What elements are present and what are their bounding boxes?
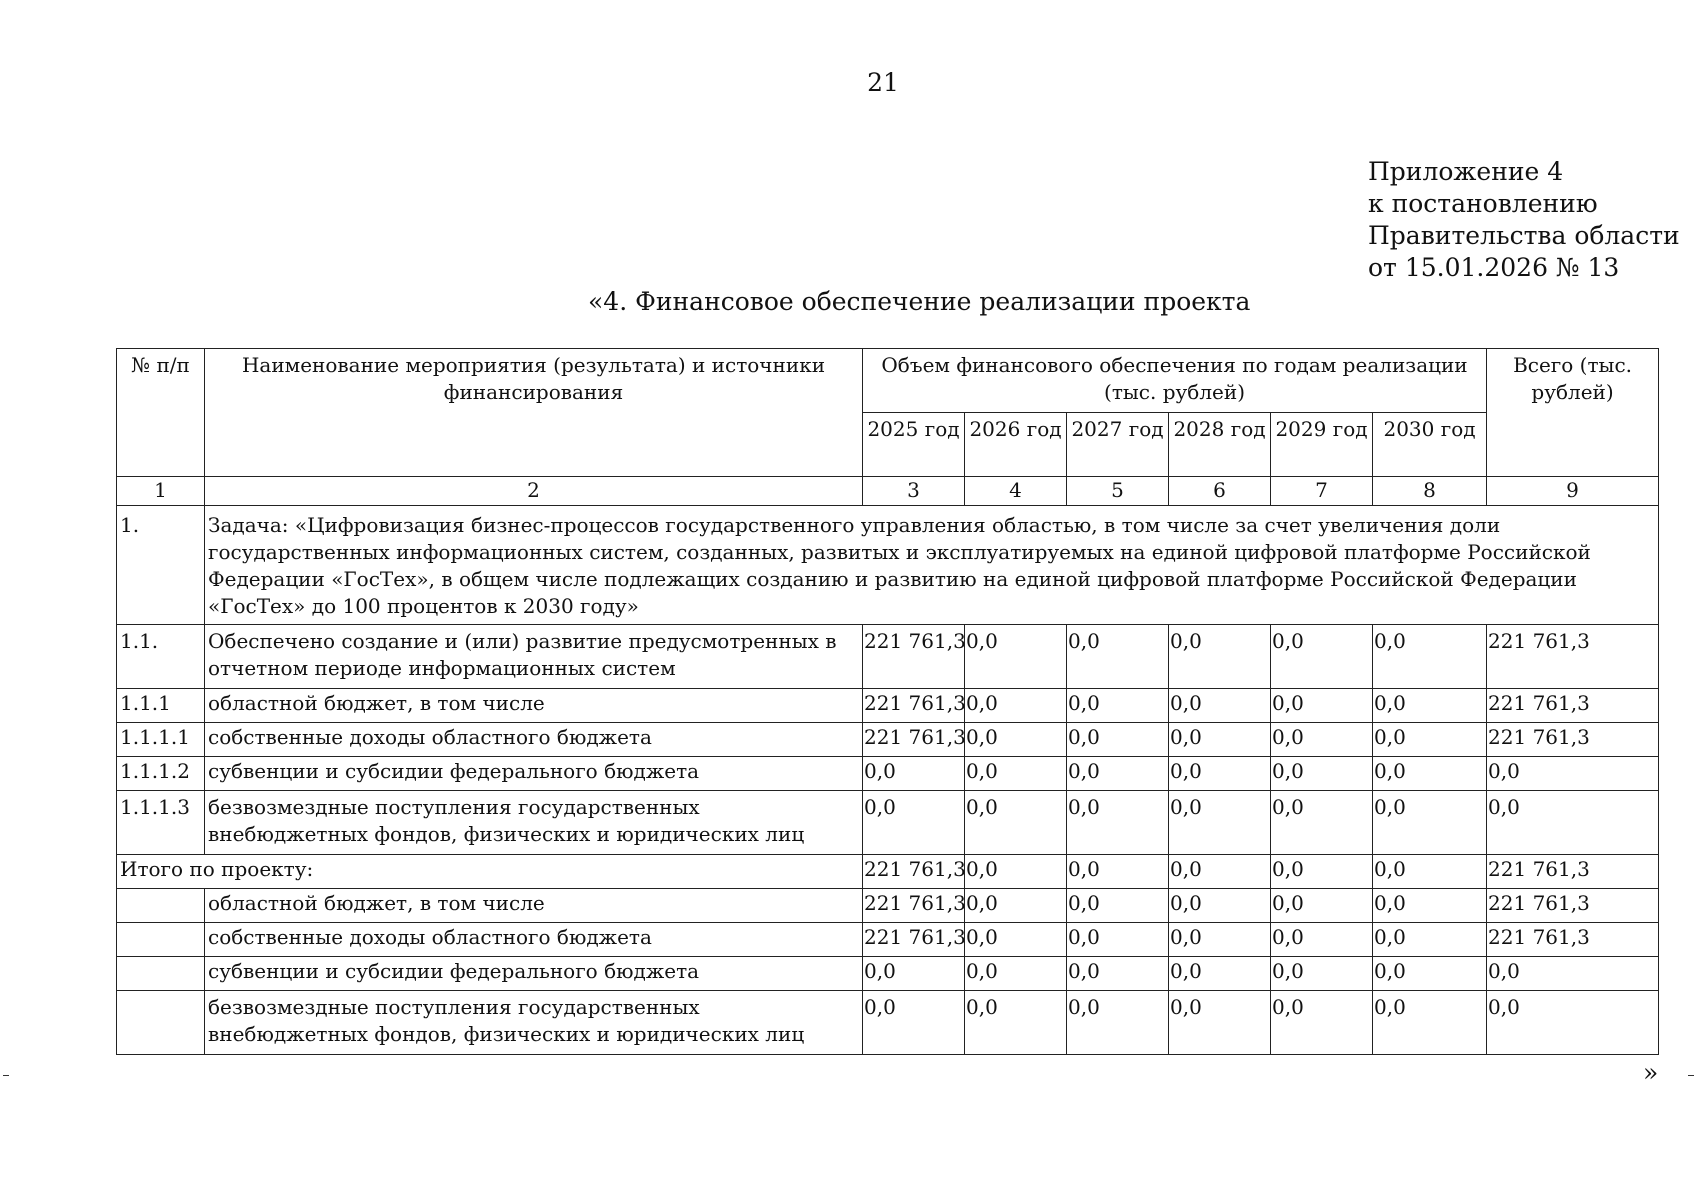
row-num bbox=[117, 991, 205, 1055]
header-name: Наименование мероприятия (результата) и источники финансирования bbox=[205, 349, 863, 477]
row-num: 1.1.1.1 bbox=[117, 723, 205, 757]
header-year: 2028 год bbox=[1169, 413, 1271, 477]
column-index: 3 bbox=[863, 477, 965, 506]
row-value: 0,0 bbox=[1271, 923, 1373, 957]
row-name: собственные доходы областного бюджета bbox=[205, 723, 863, 757]
row-value: 0,0 bbox=[1067, 923, 1169, 957]
task-text: Задача: «Цифровизация бизнес-процессов государственного управления областью, в том числе за счет увеличения доли государственных информационных систем, созданных, развитых и эксплуатируемых на единой цифровой платформе Российской Федерации «ГосТех», в общем числе подлежащих созданию и развитию на единой цифровой платформе Российской Федерации «ГосТех» до 100 процентов к 2030 году» bbox=[205, 506, 1659, 625]
row-total: 221 761,3 bbox=[1487, 889, 1659, 923]
row-value: 0,0 bbox=[1169, 723, 1271, 757]
row-value: 0,0 bbox=[965, 757, 1067, 791]
row-num bbox=[117, 957, 205, 991]
row-value: 0,0 bbox=[1373, 625, 1487, 689]
row-num: 1.1. bbox=[117, 625, 205, 689]
header-total: Всего (тыс. рублей) bbox=[1487, 349, 1659, 477]
row-value: 0,0 bbox=[1271, 723, 1373, 757]
total-label: Итого по проекту: bbox=[117, 855, 863, 889]
header-year: 2025 год bbox=[863, 413, 965, 477]
row-value: 0,0 bbox=[1169, 791, 1271, 855]
row-value: 0,0 bbox=[1169, 923, 1271, 957]
table-row bbox=[117, 991, 1659, 1055]
header-year: 2030 год bbox=[1373, 413, 1487, 477]
row-value: 221 761,3 bbox=[863, 625, 965, 689]
column-index: 7 bbox=[1271, 477, 1373, 506]
row-value: 0,0 bbox=[1067, 991, 1169, 1055]
row-value: 221 761,3 bbox=[863, 923, 965, 957]
row-total: 0,0 bbox=[1487, 957, 1659, 991]
document-title: «4. Финансовое обеспечение реализации проекта bbox=[588, 287, 1251, 316]
column-index: 4 bbox=[965, 477, 1067, 506]
column-index: 5 bbox=[1067, 477, 1169, 506]
total-value: 0,0 bbox=[1271, 855, 1373, 889]
row-value: 0,0 bbox=[1067, 957, 1169, 991]
row-value: 0,0 bbox=[1169, 625, 1271, 689]
row-value: 0,0 bbox=[1271, 957, 1373, 991]
table-row bbox=[117, 957, 1659, 991]
row-value: 221 761,3 bbox=[863, 889, 965, 923]
annex-line: Правительства области bbox=[1368, 221, 1680, 250]
task-row bbox=[117, 506, 1659, 625]
header-year: 2026 год bbox=[965, 413, 1067, 477]
annex-line: к постановлению bbox=[1368, 189, 1598, 218]
row-value: 0,0 bbox=[965, 723, 1067, 757]
column-index: 8 bbox=[1373, 477, 1487, 506]
column-index-row bbox=[117, 477, 1659, 506]
row-value: 0,0 bbox=[1373, 923, 1487, 957]
row-value: 0,0 bbox=[1067, 757, 1169, 791]
header-volume: Объем финансового обеспечения по годам реализации (тыс. рублей) bbox=[863, 349, 1487, 413]
row-value: 0,0 bbox=[1169, 957, 1271, 991]
row-value: 0,0 bbox=[1271, 889, 1373, 923]
row-value: 0,0 bbox=[1373, 757, 1487, 791]
total-value: 0,0 bbox=[965, 855, 1067, 889]
row-value: 0,0 bbox=[1373, 957, 1487, 991]
row-value: 0,0 bbox=[1067, 791, 1169, 855]
row-value: 0,0 bbox=[1373, 791, 1487, 855]
annex-line: от 15.01.2026 № 13 bbox=[1368, 253, 1620, 282]
row-total: 0,0 bbox=[1487, 757, 1659, 791]
row-value: 0,0 bbox=[965, 689, 1067, 723]
row-num: 1.1.1 bbox=[117, 689, 205, 723]
row-value: 0,0 bbox=[965, 957, 1067, 991]
table-row bbox=[117, 625, 1659, 689]
page-number: 21 bbox=[867, 68, 899, 97]
header-year: 2029 год bbox=[1271, 413, 1373, 477]
row-name: безвозмездные поступления государственных внебюджетных фондов, физических и юридических лиц bbox=[205, 791, 863, 855]
row-value: 0,0 bbox=[1169, 757, 1271, 791]
row-value: 0,0 bbox=[1067, 689, 1169, 723]
row-value: 0,0 bbox=[863, 757, 965, 791]
row-value: 0,0 bbox=[1067, 625, 1169, 689]
table-row bbox=[117, 723, 1659, 757]
row-value: 0,0 bbox=[1271, 689, 1373, 723]
row-name: субвенции и субсидии федерального бюджета bbox=[205, 957, 863, 991]
row-total: 0,0 bbox=[1487, 791, 1659, 855]
annex-line: Приложение 4 bbox=[1368, 157, 1564, 186]
scan-margin-mark bbox=[1688, 1075, 1694, 1076]
row-value: 0,0 bbox=[863, 957, 965, 991]
row-value: 0,0 bbox=[1271, 757, 1373, 791]
column-index: 1 bbox=[117, 477, 205, 506]
row-value: 0,0 bbox=[965, 889, 1067, 923]
total-value: 0,0 bbox=[1169, 855, 1271, 889]
row-value: 0,0 bbox=[965, 991, 1067, 1055]
total-row bbox=[117, 855, 1659, 889]
closing-quote: » bbox=[1643, 1058, 1659, 1087]
row-name: областной бюджет, в том числе bbox=[205, 889, 863, 923]
table-row bbox=[117, 791, 1659, 855]
row-value: 0,0 bbox=[863, 791, 965, 855]
column-index: 9 bbox=[1487, 477, 1659, 506]
row-name: безвозмездные поступления государственных внебюджетных фондов, физических и юридических лиц bbox=[205, 991, 863, 1055]
row-value: 0,0 bbox=[1169, 689, 1271, 723]
row-value: 0,0 bbox=[1373, 991, 1487, 1055]
header-num: № п/п bbox=[117, 349, 205, 477]
row-value: 0,0 bbox=[863, 991, 965, 1055]
row-num: 1.1.1.2 bbox=[117, 757, 205, 791]
row-name: областной бюджет, в том числе bbox=[205, 689, 863, 723]
row-value: 221 761,3 bbox=[863, 689, 965, 723]
row-value: 0,0 bbox=[1169, 889, 1271, 923]
row-name: субвенции и субсидии федерального бюджета bbox=[205, 757, 863, 791]
row-name: собственные доходы областного бюджета bbox=[205, 923, 863, 957]
table-row bbox=[117, 757, 1659, 791]
row-value: 0,0 bbox=[1271, 991, 1373, 1055]
row-num: 1.1.1.3 bbox=[117, 791, 205, 855]
table-row bbox=[117, 923, 1659, 957]
row-value: 0,0 bbox=[1067, 723, 1169, 757]
row-value: 0,0 bbox=[1169, 991, 1271, 1055]
row-num bbox=[117, 923, 205, 957]
row-value: 0,0 bbox=[1373, 689, 1487, 723]
row-value: 221 761,3 bbox=[863, 723, 965, 757]
annex-block bbox=[1368, 156, 1680, 284]
financing-table bbox=[116, 348, 1659, 1055]
table-row bbox=[117, 689, 1659, 723]
row-value: 0,0 bbox=[965, 791, 1067, 855]
column-index: 2 bbox=[205, 477, 863, 506]
row-value: 0,0 bbox=[965, 923, 1067, 957]
scan-margin-mark bbox=[3, 1075, 9, 1076]
row-value: 0,0 bbox=[1271, 625, 1373, 689]
row-value: 0,0 bbox=[965, 625, 1067, 689]
row-value: 0,0 bbox=[1067, 889, 1169, 923]
row-total: 221 761,3 bbox=[1487, 625, 1659, 689]
row-total: 221 761,3 bbox=[1487, 689, 1659, 723]
row-value: 0,0 bbox=[1271, 791, 1373, 855]
table-row bbox=[117, 889, 1659, 923]
total-value: 221 761,3 bbox=[1487, 855, 1659, 889]
total-value: 221 761,3 bbox=[863, 855, 965, 889]
row-name: Обеспечено создание и (или) развитие предусмотренных в отчетном периоде информационных систем bbox=[205, 625, 863, 689]
row-total: 221 761,3 bbox=[1487, 923, 1659, 957]
row-value: 0,0 bbox=[1373, 723, 1487, 757]
column-index: 6 bbox=[1169, 477, 1271, 506]
row-num bbox=[117, 889, 205, 923]
task-num: 1. bbox=[117, 506, 205, 625]
total-value: 0,0 bbox=[1373, 855, 1487, 889]
row-total: 221 761,3 bbox=[1487, 723, 1659, 757]
total-value: 0,0 bbox=[1067, 855, 1169, 889]
row-value: 0,0 bbox=[1373, 889, 1487, 923]
row-total: 0,0 bbox=[1487, 991, 1659, 1055]
header-year: 2027 год bbox=[1067, 413, 1169, 477]
